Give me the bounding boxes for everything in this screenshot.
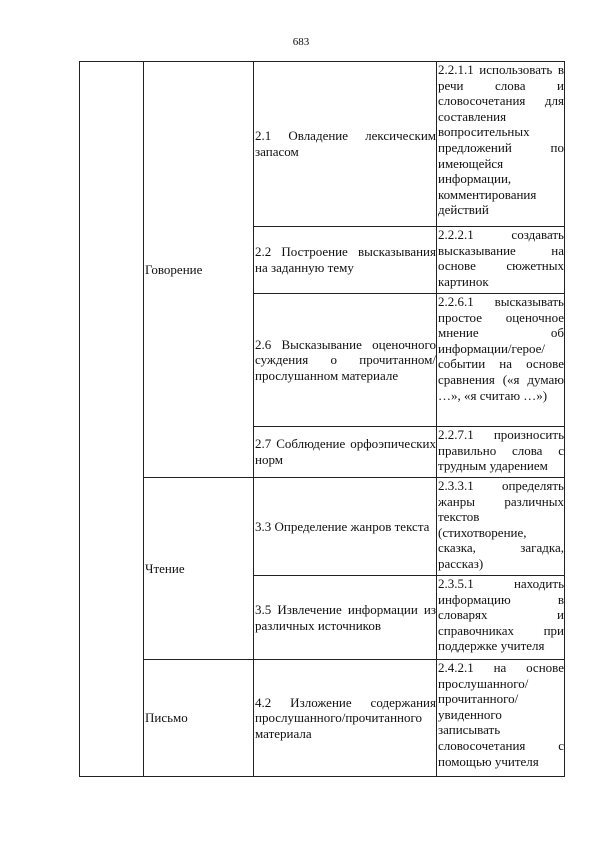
topic-cell: 2.1 Овладение лексическим запасом [254, 62, 437, 227]
goal-cell: 2.2.7.1 произносить правильно слова с трудным ударением [437, 427, 565, 478]
goal-cell: 2.2.6.1 высказывать простое оценочное мнение об информации/герое/событии на основе сравнения («я думаю …», «я считаю …») [437, 294, 565, 427]
topic-cell: 2.7 Соблюдение орфоэпических норм [254, 427, 437, 478]
topic-cell: 3.5 Извлечение информации из различных источников [254, 576, 437, 660]
section-name: Письмо [144, 660, 254, 777]
section-name: Чтение [144, 478, 254, 660]
topic-cell: 4.2 Изложение содержания прослушанного/прочитанного материала [254, 660, 437, 777]
topic-cell: 2.6 Высказывание оценочного суждения о прочитанном/прослушанном материале [254, 294, 437, 427]
curriculum-table [79, 61, 565, 777]
topic-cell: 3.3 Определение жанров текста [254, 478, 437, 576]
section-name: Говорение [144, 62, 254, 478]
empty-column-cell [80, 62, 144, 777]
topic-cell: 2.2 Построение высказывания на заданную тему [254, 227, 437, 294]
goal-cell: 2.4.2.1 на основе прослушанного/ прочитанного/ увиденного записывать словосочетания с помощью учителя [437, 660, 565, 777]
table-row [80, 660, 565, 777]
goal-cell: 2.3.3.1 определять жанры различных текстов (стихотворение, сказка, загадка, рассказ) [437, 478, 565, 576]
table-row [80, 62, 565, 227]
goal-cell: 2.2.1.1 использовать в речи слова и словосочетания для составления вопросительных предложений по имеющейся информации, комментирования действий [437, 62, 565, 227]
goal-cell: 2.3.5.1 находить информацию в словарях и справочниках при поддержке учителя [437, 576, 565, 660]
page-number: 683 [292, 36, 310, 48]
goal-cell: 2.2.2.1 создавать высказывание на основе сюжетных картинок [437, 227, 565, 294]
table-row [80, 478, 565, 576]
